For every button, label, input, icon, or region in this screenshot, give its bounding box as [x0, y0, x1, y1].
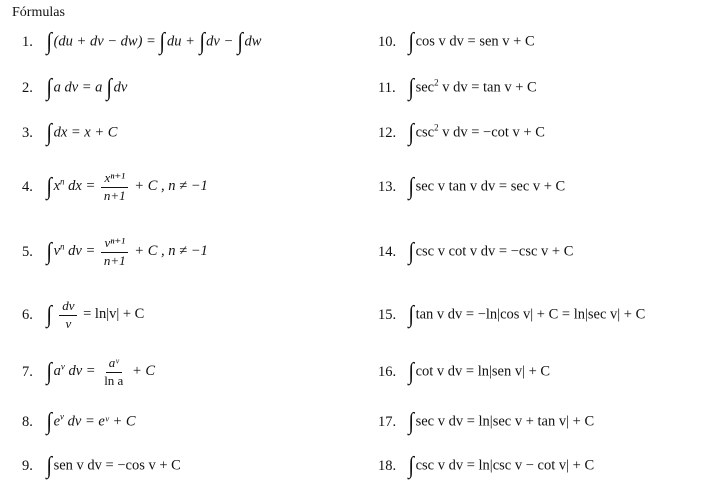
- formula-17: [378, 402, 594, 442]
- formula-expression: ∫cos v dv = sen v + C: [408, 29, 535, 55]
- fraction: $\frac{\text{aᵛ}}{\text{ln a}}$: [104, 355, 124, 388]
- fraction: $\frac{\text{xⁿ⁺¹}}{n+1}$: [101, 171, 129, 203]
- formula-expression: ∫(du + dv − dw) = ∫du + ∫dv − ∫dw: [46, 29, 262, 55]
- formula-number: 11.: [378, 79, 396, 96]
- formula-number: 12.: [378, 124, 397, 141]
- formula-10: [378, 22, 535, 62]
- formula-number: 3.: [22, 124, 33, 141]
- formula-number: 9.: [22, 457, 33, 474]
- fraction: $\frac{\text{vⁿ⁺¹}}{n+1}$: [101, 236, 129, 268]
- formula-expression: ∫sen v dv = −cos v + C: [46, 453, 181, 479]
- formula-expression: ∫dx = x + C: [46, 120, 118, 146]
- formula-number: 10.: [378, 33, 397, 50]
- formula-expression: $\int\sec^2$ v dv = tan v + C: [408, 75, 537, 101]
- formula-expression: ∫ $\frac{dv}{v}$ = ln|v| + C: [46, 298, 145, 331]
- formula-number: 2.: [22, 79, 33, 96]
- formula-3: [22, 113, 117, 153]
- formula-number: 18.: [378, 457, 397, 474]
- formula-expression: ∫cot v dv = ln|sen v| + C: [408, 359, 551, 385]
- formula-expression: $\int\csc^2$ v dv = −cot v + C: [408, 120, 545, 146]
- formula-expression: $\int e^v$ dv = eᵛ + C: [46, 409, 136, 435]
- formula-expression: $\int a^v$ dv = $\frac{\text{aᵛ}}{\text{ln a}}$ + C: [46, 355, 156, 388]
- formula-expression: ∫a dv = a ∫dv: [46, 75, 128, 101]
- formula-16: [378, 352, 550, 392]
- formula-number: 13.: [378, 178, 397, 195]
- formula-13: [378, 167, 565, 207]
- formula-8: [22, 402, 136, 442]
- formula-number: 15.: [378, 306, 397, 323]
- formula-number: 1.: [22, 33, 33, 50]
- formula-number: 6.: [22, 306, 33, 323]
- formula-expression: ∫sec v tan v dv = sec v + C: [408, 174, 566, 200]
- formula-5: [22, 232, 208, 272]
- formula-expression: ∫csc v cot v dv = −csc v + C: [408, 239, 574, 265]
- page-title: Fórmulas: [12, 5, 65, 20]
- formula-expression: ∫csc v dv = ln|csc v − cot v| + C: [408, 453, 595, 479]
- formula-expression: $\int x^n$ dx = $\frac{\text{xⁿ⁺¹}}{n+1}$ + C , n ≠ −1: [46, 170, 208, 203]
- formula-expression: $\int v^n$ dv = $\frac{\text{vⁿ⁺¹}}{n+1}$ + C , n ≠ −1: [46, 235, 208, 268]
- formula-number: 14.: [378, 243, 397, 260]
- formula-18: [378, 446, 594, 486]
- formula-number: 8.: [22, 413, 33, 430]
- formula-4: [22, 167, 208, 207]
- formula-7: [22, 352, 155, 392]
- formula-6: [22, 295, 144, 335]
- formula-12: [378, 113, 545, 153]
- formula-number: 4.: [22, 178, 33, 195]
- formula-expression: ∫tan v dv = −ln|cos v| + C = ln|sec v| + C: [408, 302, 646, 328]
- formula-1: [22, 22, 261, 62]
- formula-11: [378, 68, 537, 108]
- formula-14: [378, 232, 573, 272]
- formula-number: 17.: [378, 413, 397, 430]
- formula-15: [378, 295, 645, 335]
- formula-expression: ∫sec v dv = ln|sec v + tan v| + C: [408, 409, 595, 435]
- formula-9: [22, 446, 181, 486]
- formula-number: 7.: [22, 363, 33, 380]
- formula-number: 16.: [378, 363, 397, 380]
- fraction: $\frac{dv}{v}$: [59, 299, 77, 331]
- formula-2: [22, 68, 127, 108]
- formula-number: 5.: [22, 243, 33, 260]
